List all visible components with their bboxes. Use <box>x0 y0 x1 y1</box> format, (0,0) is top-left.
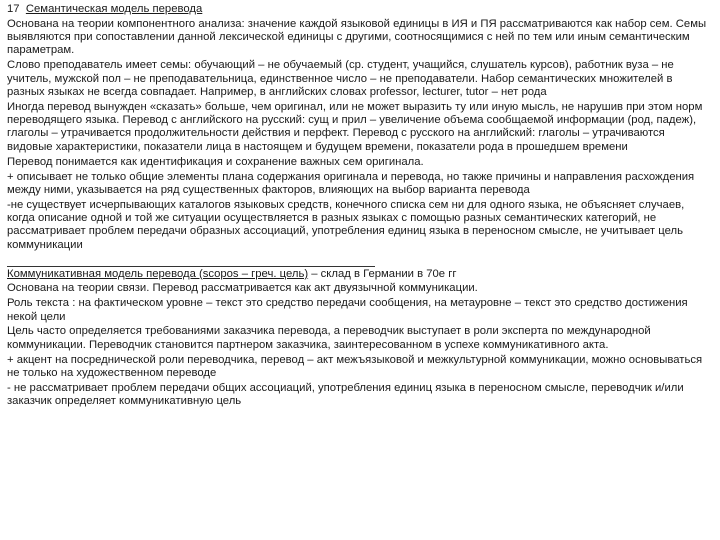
section-heading-communicative <box>7 268 712 281</box>
paragraph: Перевод понимается как идентификация и сохранение важных сем оригинала. <box>7 155 424 168</box>
paragraph-pros: + акцент на посреднической роли переводчика, перевод – акт межъязыковой и межкультурной коммуникации, можно основываться не только на художественном переводе <box>7 353 703 379</box>
heading-rule <box>7 266 375 267</box>
paragraph: Основана на теории связи. Перевод рассматривается как акт двуязычной коммуникации. <box>7 282 478 295</box>
paragraph-cons: - не рассматривает проблем передачи общих ассоциаций, употребления единиц языка в переносном смысле, переводчик и/или заказчик определяет коммуникативную цель <box>7 381 684 408</box>
paragraph: Слово преподаватель имеет семы: обучающий – не обучаемый (ср. студент, учащийся, слушатель курсов), работник вуза – не учитель, мужской пол – не преподавательница, единственное число – не преподаватели. Набор семантических множителей в разных языках не всегда совпадает. Например, в английских словах professor, lecturer, tutor – нет рода <box>7 59 674 98</box>
paragraph: Цель часто определяется требованиями заказчика перевода, а переводчик выступает в роли эксперта по международной коммуникации. Переводчик становится партнером заказчика, заинтересованном в успехе коммуникативного акта. <box>7 325 651 351</box>
paragraph-cons: -не существует исчерпывающих каталогов языковых средств, конечного списка сем ни для одного языка, не объясняет случаев, когда описание одной и той же ситуации осуществляется в разных языках с помощью разных семантических категорий, не рассматривает проблем передачи образных ассоциаций, употребления единиц языка в переносном смысле, не учитывает цель коммуникации <box>7 198 685 251</box>
paragraph: Основана на теории компонентного анализа: значение каждой языковой единицы в ИЯ и ПЯ рассматриваются как набор сем. Семы выявляются при сопоставлении данной лексической единицы с другими, соотносящимися с ней по тем или иным семантическим параметрам. <box>7 17 707 57</box>
paragraph: Иногда перевод вынужден «сказать» больше, чем оригинал, или не может выразить ту или иную мысль, не нарушив при этом норм переводящего языка. Перевод с английского на русский: сущ и прил – увеличение объема сообщаемой информации (род, падеж), глаголы – утрачивается продолжительности действия и перфект. Перевод с русского на английский: глаголы – утрачиваются видовые характеристики, показатели лица в настоящем и будущем времени, показатели рода в прошедшем времени <box>7 100 703 153</box>
paragraph-pros: + описывает не только общие элементы плана содержания оригинала и перевода, но также причины и направления расхождения между ними, указывается на ряд существенных факторов, влияющих на выбор варианта перевода <box>7 170 695 196</box>
section-heading-semantic <box>7 3 712 16</box>
section-number: 17 <box>7 3 20 15</box>
paragraph: Роль текста : на фактическом уровне – текст это средство передачи сообщения, на метауровне – текст это средство достижения некой цели <box>7 297 688 323</box>
section-gap <box>7 254 712 266</box>
section-title: Коммуникативная модель перевода (scopos – греч. цель) <box>7 267 309 280</box>
section-title: Семантическая модель перевода <box>25 3 203 15</box>
section-title-tail: – склад в Германии в 70е гг <box>308 267 457 280</box>
